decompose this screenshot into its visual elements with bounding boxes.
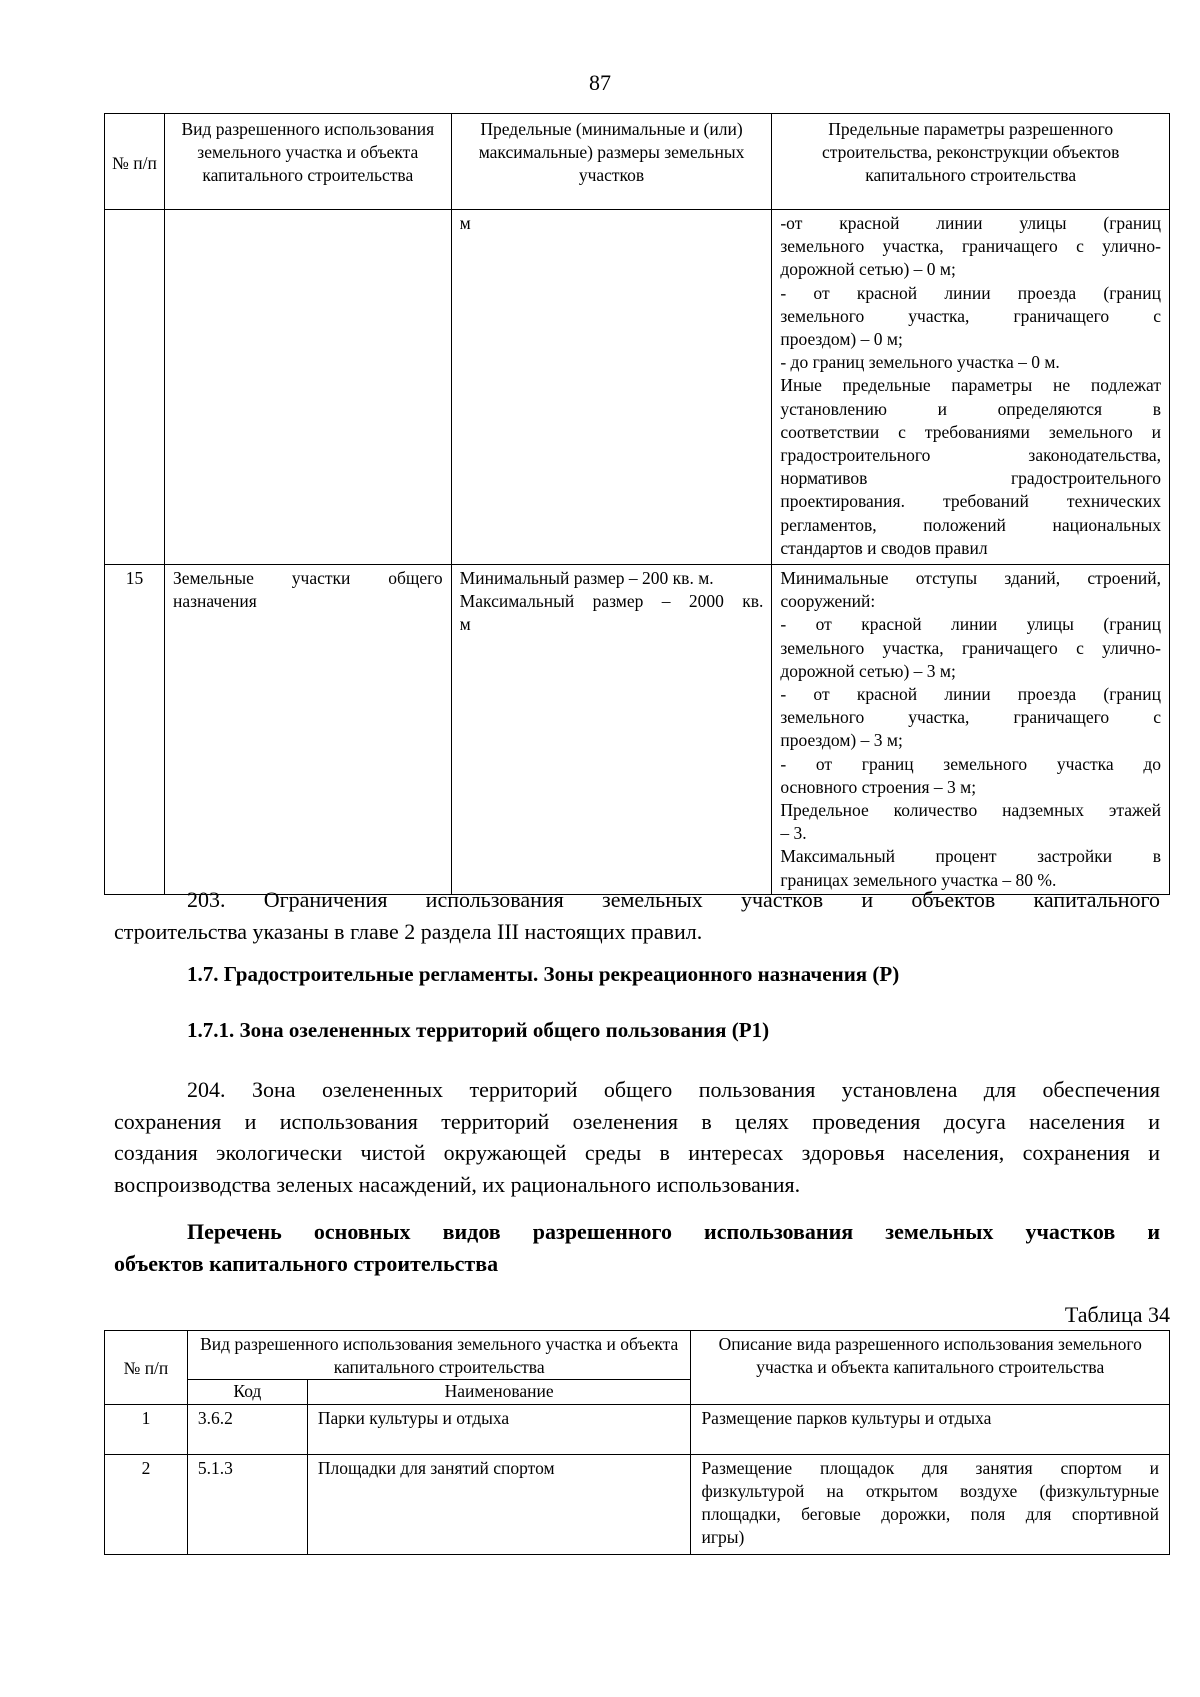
text-line: Размещение площадок для занятия спортом и xyxy=(701,1457,1159,1478)
text-line: границах земельного участка – 80 %. xyxy=(780,869,1057,890)
cell-use-type xyxy=(164,210,451,565)
text-line: соответствии с требованиями земельного и xyxy=(780,421,1161,442)
text-line: Иные предельные параметры не подлежат xyxy=(780,375,1161,396)
cell-code: 5.1.3 xyxy=(187,1454,307,1554)
col-header-use-type: Вид разрешенного использования земельного участка и объекта капитального строительства xyxy=(164,114,451,210)
text-line: Максимальный процент застройки в xyxy=(780,846,1161,867)
text-line: регламентов, положений национальных xyxy=(780,514,1161,535)
text-line: градостроительного законодательства, xyxy=(780,445,1161,466)
text-line: земельного участка, граничащего с xyxy=(780,305,1161,326)
table-row xyxy=(105,565,1170,895)
text-line: - до границ земельного участка – 0 м. xyxy=(780,352,1060,373)
text-line: назначения xyxy=(172,591,257,612)
text-line: Максимальный размер – 2000 кв. xyxy=(459,591,764,612)
cell-description xyxy=(691,1454,1170,1554)
paragraph-line: строительства указаны в главе 2 раздела III настоящих правил. xyxy=(114,918,703,944)
heading-line: Перечень основных видов разрешенного использования земельных участков и xyxy=(187,1219,1160,1244)
text-line: Земельные участки общего xyxy=(172,568,443,588)
text-line: - от границ земельного участка до xyxy=(780,753,1161,774)
table-row xyxy=(105,1404,1170,1454)
cell-plot-sizes: м xyxy=(451,210,772,565)
col-header-plot-sizes: Предельные (минимальные и (или) максимальные) размеры земельных участков xyxy=(451,114,772,210)
text-line: дорожной сетью) – 3 м; xyxy=(780,660,956,681)
cell-number xyxy=(105,210,165,565)
cell-name: Парки культуры и отдыха xyxy=(307,1404,691,1454)
cell-number: 1 xyxy=(105,1404,188,1454)
text-line: физкультурой на открытом воздухе (физкультурные xyxy=(701,1480,1159,1501)
cell-code: 3.6.2 xyxy=(187,1404,307,1454)
text-line: Минимальные отступы зданий, строений, xyxy=(780,568,1161,588)
text-line: земельного участка, граничащего с улично- xyxy=(780,637,1161,658)
text-line: – 3. xyxy=(780,823,807,844)
col-header-number: № п/п xyxy=(105,114,165,210)
text-line: основного строения – 3 м; xyxy=(780,776,977,797)
regulations-table-continued xyxy=(104,113,1170,895)
cell-construction-params xyxy=(772,210,1170,565)
text-line: земельного участка, граничащего с xyxy=(780,707,1161,728)
text-line: проездом) – 3 м; xyxy=(780,730,903,751)
text-line: Минимальный размер – 200 кв. м. xyxy=(459,568,714,588)
text-line: - от красной линии проезда (границ xyxy=(780,684,1161,705)
text-line: проездом) – 0 м; xyxy=(780,329,903,350)
paragraph-line: сохранения и использования территорий озеленения в целях проведения досуга населения и xyxy=(114,1108,1160,1134)
col-header-construction-params: Предельные параметры разрешенного строительства, реконструкции объектов капитального строительства xyxy=(772,114,1170,210)
col-header-use-type-group: Вид разрешенного использования земельного участка и объекта капитального строительства xyxy=(187,1331,691,1380)
cell-number: 15 xyxy=(105,565,165,895)
paragraph-203 xyxy=(114,884,1160,947)
cell-construction-params xyxy=(772,565,1170,895)
col-header-code: Код xyxy=(187,1380,307,1404)
text-line: - от красной линии улицы (границ xyxy=(780,614,1161,635)
text-line: Предельное количество надземных этажей xyxy=(780,800,1161,821)
text-line: игры) xyxy=(701,1527,745,1548)
subsection-heading: 1.7.1. Зона озелененных территорий общего пользования (Р1) xyxy=(187,1018,770,1042)
col-header-number: № п/п xyxy=(105,1331,188,1405)
paragraph-204 xyxy=(114,1074,1160,1200)
cell-plot-sizes xyxy=(451,565,772,895)
paragraph-line: 203. Ограничения использования земельных участков и объектов капитального xyxy=(187,887,1160,912)
permitted-uses-table xyxy=(104,1330,1170,1555)
text-line: -от красной линии улицы (границ xyxy=(780,213,1161,233)
text-line: стандартов и сводов правил xyxy=(780,537,988,558)
paragraph-line: создания экологически чистой окружающей среды в интересах здоровья населения, сохранения и xyxy=(114,1140,1160,1165)
paragraph-line: 204. Зона озелененных территорий общего пользования установлена для обеспечения xyxy=(187,1077,1160,1102)
text-line: дорожной сетью) – 0 м; xyxy=(780,259,956,280)
text-line: площадки, беговые дорожки, поля для спортивной xyxy=(701,1504,1159,1525)
cell-number: 2 xyxy=(105,1454,188,1554)
list-heading xyxy=(114,1216,1160,1279)
page-number: 87 xyxy=(589,70,611,95)
text-line: нормативов градостроительного xyxy=(780,468,1161,489)
text-line: - от красной линии проезда (границ xyxy=(780,282,1161,303)
cell-use-type xyxy=(164,565,451,895)
text-line: проектирования. требований технических xyxy=(780,491,1161,512)
heading-line: объектов капитального строительства xyxy=(114,1250,499,1276)
cell-name: Площадки для занятий спортом xyxy=(307,1454,691,1554)
section-heading: 1.7. Градостроительные регламенты. Зоны рекреационного назначения (Р) xyxy=(187,962,900,986)
paragraph-line: воспроизводства зеленых насаждений, их рационального использования. xyxy=(114,1171,801,1197)
text-line: земельного участка, граничащего с улично- xyxy=(780,236,1161,257)
text-line: сооружений: xyxy=(780,591,876,612)
table-row xyxy=(105,210,1170,565)
cell-description: Размещение парков культуры и отдыха xyxy=(691,1404,1170,1454)
col-header-name: Наименование xyxy=(307,1380,691,1404)
text-line: м xyxy=(459,614,471,635)
table-row xyxy=(105,1454,1170,1554)
text-line: установлению и определяются в xyxy=(780,398,1161,419)
col-header-description: Описание вида разрешенного использования земельного участка и объекта капитального строительства xyxy=(691,1331,1170,1405)
table-caption: Таблица 34 xyxy=(1064,1302,1170,1327)
